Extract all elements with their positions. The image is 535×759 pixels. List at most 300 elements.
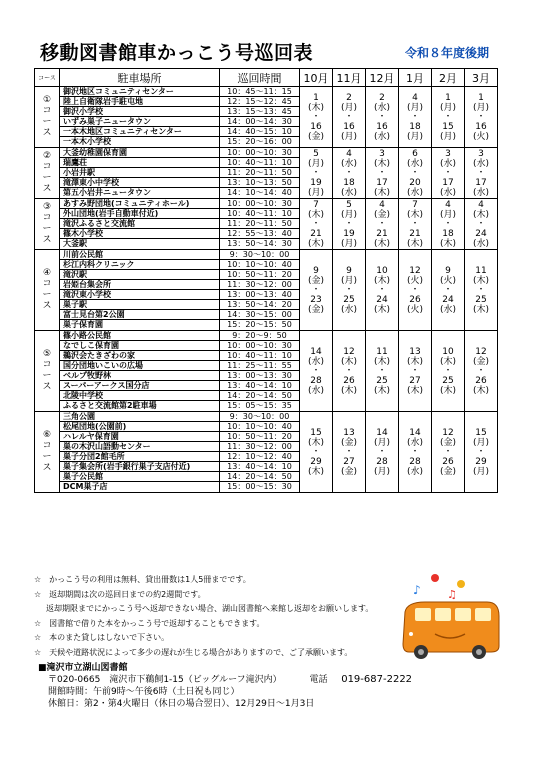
visit-weekday: (金) — [307, 304, 325, 315]
visit-day: 15 — [442, 121, 454, 132]
separator: ・ — [344, 446, 354, 457]
visit-day: 17 — [442, 177, 454, 188]
schedule-table — [34, 68, 498, 493]
course-label — [35, 87, 60, 148]
stop-time: 9：20～9：50 — [220, 331, 299, 341]
course-label-text: ⑤コース — [42, 349, 52, 392]
visit-weekday: (月) — [439, 209, 457, 220]
visit-day: 29 — [475, 456, 487, 467]
visit-day: 3 — [379, 148, 385, 159]
separator: ・ — [377, 284, 387, 295]
stop-name: 巣子集会所(岩手銀行巣子支店付近) — [60, 462, 219, 472]
visit-day: 15 — [310, 427, 322, 438]
stop-time: 15：20～16：00 — [227, 137, 292, 146]
stop-time: 9：30～10：00 — [220, 250, 299, 260]
visit-weekday: (水) — [439, 187, 457, 198]
separator: ・ — [377, 167, 387, 178]
visit-weekday: (木) — [307, 437, 325, 448]
visit-dates — [333, 87, 366, 148]
stop-time: 10：40～11：10 — [220, 351, 299, 361]
library-name: ■滝沢市立湖山図書館 — [38, 663, 128, 673]
course-row — [35, 148, 498, 199]
visit-weekday: (木) — [373, 187, 391, 198]
visit-day: 21 — [376, 228, 388, 239]
visit-weekday: (木) — [439, 385, 457, 396]
visit-day: 1 — [445, 92, 451, 103]
visit-day: 12 — [475, 346, 487, 357]
visit-day: 5 — [313, 148, 319, 159]
stop-time: 14：20～14：50 — [220, 391, 299, 401]
course-header: コース — [35, 69, 60, 87]
time-header: 巡回時間 — [220, 69, 300, 87]
separator: ・ — [311, 365, 321, 376]
visit-weekday: (火) — [406, 304, 424, 315]
visit-day: 12 — [343, 346, 355, 357]
visit-day: 14 — [310, 346, 322, 357]
stop-time: 10：40～11：10 — [220, 209, 299, 219]
month-header: 1月 — [399, 69, 432, 87]
visit-dates — [366, 331, 399, 412]
stop-name: 御沢小学校 — [60, 107, 219, 117]
stop-time: 10：00～10：30 — [220, 341, 299, 351]
visit-weekday: (木) — [439, 356, 457, 367]
stop-time: 13：00～13：30 — [220, 371, 299, 381]
stop-name: 篠木小学校 — [60, 229, 219, 239]
visit-dates — [366, 412, 399, 493]
visit-dates — [300, 331, 333, 412]
header-row — [35, 69, 498, 87]
visit-weekday: (金) — [439, 466, 457, 477]
visit-weekday: (水) — [340, 187, 358, 198]
visit-dates — [366, 199, 399, 250]
visit-weekday: (月) — [472, 437, 490, 448]
visit-weekday: (金) — [439, 437, 457, 448]
stop-name: 篠小路公民館 — [60, 331, 219, 341]
visit-day: 11 — [376, 346, 388, 357]
visit-dates — [432, 250, 465, 331]
visit-weekday: (木) — [307, 238, 325, 249]
stop-header: 駐車場所 — [60, 69, 220, 87]
stop-time: 13：50～14：30 — [227, 239, 292, 248]
visit-day: 7 — [412, 199, 418, 210]
visit-day: 29 — [310, 456, 322, 467]
visit-weekday: (木) — [373, 238, 391, 249]
visit-dates — [399, 250, 432, 331]
month-header: 12月 — [366, 69, 399, 87]
visit-day: 11 — [475, 265, 487, 276]
stop-time: 14：30～15：00 — [220, 310, 299, 320]
stop-time: 10：10～10：40 — [220, 422, 299, 432]
visit-day: 24 — [475, 228, 487, 239]
separator: ・ — [344, 218, 354, 229]
separator: ・ — [344, 284, 354, 295]
month-header: 2月 — [432, 69, 465, 87]
note-item: ☆ かっこう号の利用は無料、貸出冊数は1人5冊までです。 — [34, 575, 251, 584]
visit-day: 3 — [445, 148, 451, 159]
stop-name: 鵜沢会たきざわの家 — [60, 351, 219, 361]
separator: ・ — [311, 218, 321, 229]
visit-weekday: (金) — [307, 275, 325, 286]
visit-weekday: (月) — [340, 275, 358, 286]
stop-name: DCM巣子店 — [63, 482, 108, 491]
course-label — [35, 148, 60, 199]
visit-dates — [333, 199, 366, 250]
note-item: 返却期限までにかっこう号へ返却できない場合、湖山図書館へ来館し返却をお願いします。 — [46, 604, 374, 613]
stop-name: 岩姫台集会所 — [60, 280, 219, 290]
library-postal: 〒020-0665 滝沢市下鵜飼1-15（ビッグルーフ滝沢内） — [48, 675, 282, 685]
visit-dates — [300, 250, 333, 331]
visit-day: 25 — [442, 375, 454, 386]
time-list — [220, 87, 300, 148]
visit-day: 4 — [346, 148, 352, 159]
visit-day: 4 — [478, 199, 484, 210]
separator: ・ — [410, 218, 420, 229]
course-row — [35, 412, 498, 493]
stop-name: 小岩井駅 — [60, 168, 219, 178]
visit-weekday: (月) — [472, 102, 490, 113]
visit-dates — [300, 199, 333, 250]
separator: ・ — [410, 284, 420, 295]
time-list — [220, 148, 300, 199]
stop-time: 15：20～15：50 — [227, 320, 292, 329]
visit-day: 20 — [409, 177, 421, 188]
visit-weekday: (月) — [472, 466, 490, 477]
visit-day: 16 — [343, 121, 355, 132]
stop-list — [60, 199, 220, 250]
stop-name: 陸上自衛隊岩手駐屯地 — [60, 97, 219, 107]
visit-weekday: (木) — [472, 304, 490, 315]
course-label-text: ③コース — [42, 202, 52, 245]
visit-day: 25 — [475, 294, 487, 305]
stop-time: 9：30～10：00 — [220, 412, 299, 422]
visit-dates — [333, 148, 366, 199]
visit-weekday: (水) — [406, 466, 424, 477]
separator: ・ — [443, 111, 453, 122]
month-header: 11月 — [333, 69, 366, 87]
visit-day: 13 — [409, 346, 421, 357]
visit-weekday: (木) — [373, 158, 391, 169]
visit-day: 27 — [409, 375, 421, 386]
stop-time: 11：20～11：50 — [220, 168, 299, 178]
course-label-text: ②コース — [42, 151, 52, 194]
visit-weekday: (水) — [307, 385, 325, 396]
visit-weekday: (月) — [340, 209, 358, 220]
stop-time: 13：10～13：50 — [220, 178, 299, 188]
visit-dates — [465, 331, 498, 412]
separator: ・ — [443, 218, 453, 229]
stop-time: 10：45～11：15 — [220, 87, 299, 97]
stop-name: 一本木地区コミュニティセンター — [60, 127, 219, 137]
visit-day: 7 — [313, 199, 319, 210]
visit-day: 15 — [475, 427, 487, 438]
visit-dates — [465, 250, 498, 331]
bus-icon — [403, 602, 499, 659]
visit-weekday: (火) — [439, 275, 457, 286]
separator: ・ — [311, 284, 321, 295]
visit-day: 2 — [379, 92, 385, 103]
stop-time: 13：00～13：40 — [220, 290, 299, 300]
stop-name: ふるさと交流館第2駐車場 — [63, 401, 157, 410]
visit-dates — [465, 199, 498, 250]
visit-day: 4 — [379, 199, 385, 210]
stop-name: 滝沢ふるさと交流館 — [60, 219, 219, 229]
visit-day: 14 — [376, 427, 388, 438]
course-label — [35, 412, 60, 493]
visit-dates — [300, 148, 333, 199]
month-header: 10月 — [300, 69, 333, 87]
separator: ・ — [410, 167, 420, 178]
separator: ・ — [476, 167, 486, 178]
visit-day: 26 — [343, 375, 355, 386]
stop-name: 外山団地(岩手自動車付近) — [60, 209, 219, 219]
stop-name: 巣子公民館 — [60, 472, 219, 482]
stop-time: 13：50～14：20 — [220, 300, 299, 310]
visit-day: 24 — [376, 294, 388, 305]
visit-day: 19 — [310, 177, 322, 188]
stop-name: 巣子保育園 — [63, 320, 103, 329]
stop-name: いずみ巣子ニュータウン — [60, 117, 219, 127]
visit-day: 25 — [376, 375, 388, 386]
stop-list — [60, 148, 220, 199]
svg-text:♪: ♪ — [413, 583, 421, 597]
separator: ・ — [344, 111, 354, 122]
course-body — [35, 87, 498, 493]
separator: ・ — [476, 365, 486, 376]
course-label-text: ④コース — [42, 268, 52, 311]
stop-name: ベルプ牧野林 — [60, 371, 219, 381]
library-tel: 019-687-2222 — [341, 674, 413, 685]
visit-weekday: (木) — [307, 209, 325, 220]
note-item: ☆ 本のまた貸しはしないで下さい。 — [34, 633, 170, 642]
visit-day: 4 — [412, 92, 418, 103]
visit-day: 27 — [343, 456, 355, 467]
visit-weekday: (木) — [406, 209, 424, 220]
stop-name: 瑞鷹荘 — [60, 158, 219, 168]
visit-weekday: (木) — [373, 304, 391, 315]
stop-time: 10：10～10：40 — [220, 260, 299, 270]
visit-weekday: (月) — [373, 466, 391, 477]
visit-day: 18 — [409, 121, 421, 132]
visit-day: 12 — [442, 427, 454, 438]
stop-time: 13：15～13：45 — [220, 107, 299, 117]
separator: ・ — [344, 365, 354, 376]
separator: ・ — [344, 167, 354, 178]
stop-list — [60, 331, 220, 412]
visit-day: 10 — [442, 346, 454, 357]
stop-name: 滝澤東小中学校 — [60, 178, 219, 188]
separator: ・ — [476, 111, 486, 122]
separator: ・ — [476, 218, 486, 229]
visit-weekday: (月) — [340, 102, 358, 113]
visit-day: 16 — [310, 121, 322, 132]
visit-day: 28 — [376, 456, 388, 467]
stop-name: 一本木小学校 — [63, 137, 111, 146]
stop-time: 11：30～12：00 — [220, 280, 299, 290]
visit-weekday: (水) — [406, 187, 424, 198]
stop-name: 松尾団地(公園前) — [60, 422, 219, 432]
library-tel-label: 電話 — [309, 675, 328, 685]
visit-weekday: (月) — [439, 102, 457, 113]
visit-day: 19 — [343, 228, 355, 239]
stop-name: 御沢地区コミュニティセンター — [60, 87, 219, 97]
stop-time: 11：25～11：55 — [220, 361, 299, 371]
visit-weekday: (水) — [406, 437, 424, 448]
course-row — [35, 331, 498, 412]
stop-name: 大釜幼稚園保育園 — [60, 148, 219, 158]
separator: ・ — [311, 167, 321, 178]
page-title: 移動図書館車かっこう号巡回表 — [40, 42, 314, 64]
stop-list — [60, 87, 220, 148]
visit-day: 23 — [310, 294, 322, 305]
visit-weekday: (月) — [307, 187, 325, 198]
visit-weekday: (木) — [406, 385, 424, 396]
visit-weekday: (木) — [373, 356, 391, 367]
library-closed: 休館日：第2・第4火曜日（休日の場合翌日）、12月29日～1月3日 — [48, 699, 315, 709]
visit-dates — [432, 412, 465, 493]
visit-day: 26 — [475, 375, 487, 386]
visit-day: 17 — [376, 177, 388, 188]
stop-time: 10：50～11：20 — [220, 432, 299, 442]
visit-dates — [366, 148, 399, 199]
stop-name: 富士見台第2公園 — [60, 310, 219, 320]
separator: ・ — [377, 218, 387, 229]
visit-day: 4 — [445, 199, 451, 210]
svg-text:♫: ♫ — [447, 588, 457, 601]
visit-dates — [399, 331, 432, 412]
period-label: 令和８年度後期 — [405, 46, 490, 60]
visit-dates — [399, 87, 432, 148]
visit-day: 18 — [343, 177, 355, 188]
separator: ・ — [311, 446, 321, 457]
visit-weekday: (木) — [406, 238, 424, 249]
stop-name: 滝沢東小学校 — [60, 290, 219, 300]
visit-weekday: (木) — [472, 209, 490, 220]
visit-weekday: (木) — [307, 102, 325, 113]
stop-time: 11：20～11：50 — [220, 219, 299, 229]
separator: ・ — [443, 365, 453, 376]
stop-time: 13：40～14：10 — [220, 462, 299, 472]
visit-weekday: (水) — [373, 131, 391, 142]
month-header: 3月 — [465, 69, 498, 87]
visit-day: 26 — [409, 294, 421, 305]
separator: ・ — [476, 284, 486, 295]
visit-weekday: (水) — [373, 102, 391, 113]
visit-dates — [465, 148, 498, 199]
visit-weekday: (金) — [340, 466, 358, 477]
visit-weekday: (木) — [439, 238, 457, 249]
stop-name: 巣子駅 — [60, 300, 219, 310]
visit-day: 9 — [313, 265, 319, 276]
visit-day: 9 — [346, 265, 352, 276]
separator: ・ — [311, 111, 321, 122]
stop-time: 15：05～15：35 — [227, 401, 292, 410]
visit-weekday: (水) — [406, 158, 424, 169]
stop-time: 12：15～12：45 — [220, 97, 299, 107]
course-row — [35, 199, 498, 250]
stop-name: ハレルヤ保育園 — [60, 432, 219, 442]
visit-weekday: (月) — [307, 158, 325, 169]
visit-day: 18 — [442, 228, 454, 239]
visit-day: 28 — [310, 375, 322, 386]
separator: ・ — [410, 111, 420, 122]
visit-day: 26 — [442, 456, 454, 467]
course-row — [35, 250, 498, 331]
visit-day: 16 — [475, 121, 487, 132]
stop-name: 三角公園 — [60, 412, 219, 422]
visit-dates — [465, 412, 498, 493]
visit-day: 17 — [475, 177, 487, 188]
stop-name: なでしこ保育園 — [60, 341, 219, 351]
visit-dates — [432, 87, 465, 148]
visit-weekday: (水) — [472, 238, 490, 249]
stop-name: 杉江内科クリニック — [60, 260, 219, 270]
visit-weekday: (月) — [373, 437, 391, 448]
separator: ・ — [410, 365, 420, 376]
visit-weekday: (水) — [439, 158, 457, 169]
stop-name: 川前公民館 — [60, 250, 219, 260]
visit-day: 3 — [478, 148, 484, 159]
visit-day: 14 — [409, 427, 421, 438]
stop-name: あすみ野団地(コミュニティホール) — [60, 199, 219, 209]
stop-time: 14：00～14：30 — [220, 117, 299, 127]
visit-dates — [300, 412, 333, 493]
course-label-text: ⑥コース — [42, 430, 52, 473]
visit-weekday: (金) — [340, 437, 358, 448]
visit-dates — [432, 199, 465, 250]
visit-day: 25 — [343, 294, 355, 305]
stop-name: 大釜駅 — [63, 239, 87, 248]
visit-weekday: (木) — [373, 385, 391, 396]
visit-dates — [399, 148, 432, 199]
stop-time: 10：40～11：10 — [220, 158, 299, 168]
stop-time: 12：10～12：40 — [220, 452, 299, 462]
stop-time: 14：10～14：40 — [227, 188, 292, 197]
visit-day: 16 — [376, 121, 388, 132]
visit-day: 9 — [445, 265, 451, 276]
stop-time: 14：20～14：50 — [220, 472, 299, 482]
separator: ・ — [443, 284, 453, 295]
course-label — [35, 250, 60, 331]
course-label — [35, 199, 60, 250]
visit-weekday: (木) — [340, 385, 358, 396]
visit-dates — [333, 331, 366, 412]
visit-weekday: (木) — [373, 275, 391, 286]
visit-day: 12 — [409, 265, 421, 276]
visit-dates — [366, 250, 399, 331]
visit-weekday: (水) — [439, 304, 457, 315]
stop-list — [60, 412, 220, 493]
visit-weekday: (木) — [340, 356, 358, 367]
visit-day: 6 — [412, 148, 418, 159]
visit-weekday: (火) — [406, 275, 424, 286]
visit-day: 21 — [409, 228, 421, 239]
visit-dates — [399, 199, 432, 250]
visit-day: 21 — [310, 228, 322, 239]
visit-weekday: (木) — [472, 275, 490, 286]
stop-time: 14：40～15：10 — [220, 127, 299, 137]
library-address-row — [38, 674, 412, 686]
visit-weekday: (金) — [373, 209, 391, 220]
stop-time: 15：00～15：30 — [227, 482, 292, 491]
visit-dates — [432, 331, 465, 412]
visit-weekday: (金) — [472, 356, 490, 367]
visit-weekday: (水) — [340, 304, 358, 315]
stop-name: スーパーアークス国分店 — [60, 381, 219, 391]
visit-weekday: (月) — [340, 238, 358, 249]
separator: ・ — [443, 446, 453, 457]
bus-illustration — [395, 568, 510, 663]
course-label — [35, 331, 60, 412]
